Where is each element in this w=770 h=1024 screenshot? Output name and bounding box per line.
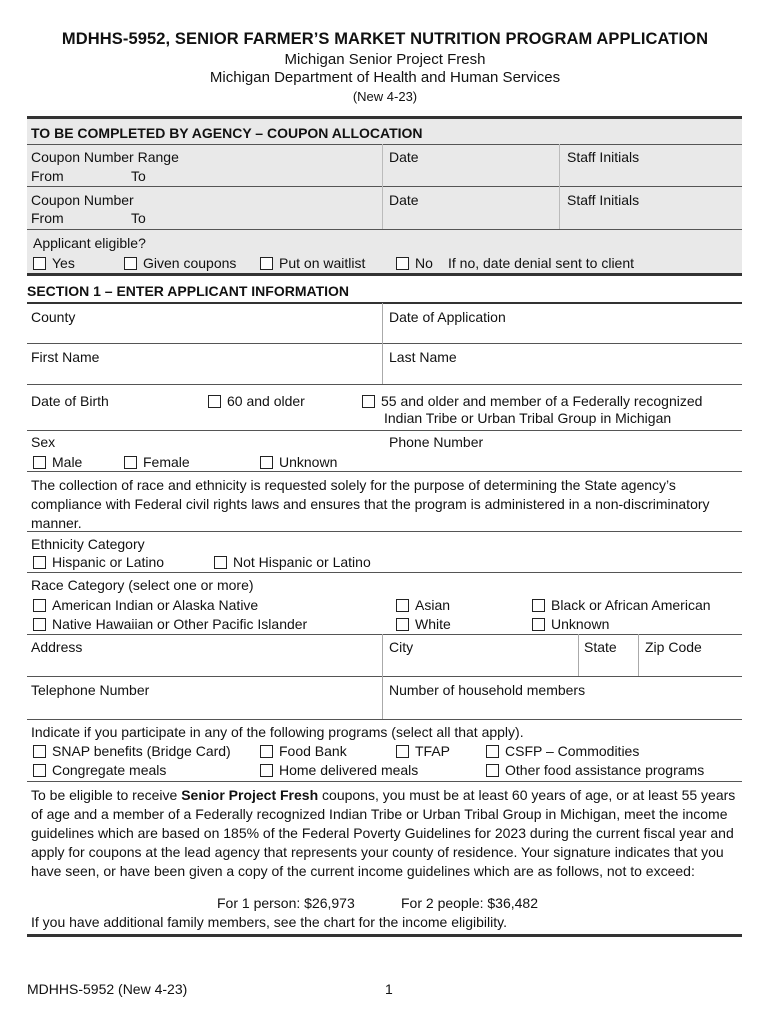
option-label: 60 and older: [227, 393, 305, 409]
option-label: White: [415, 616, 451, 632]
divider: [27, 384, 742, 385]
sex-female-option[interactable]: [124, 454, 190, 470]
not-hispanic-option[interactable]: [214, 554, 371, 570]
column-divider: [382, 144, 383, 229]
program-name-emphasis: Senior Project Fresh: [181, 787, 319, 803]
section-1-heading: SECTION 1 – ENTER APPLICANT INFORMATION: [27, 283, 350, 299]
coupon-number-label: Coupon Number: [31, 192, 134, 208]
eligibility-text: To be eligible to receive: [31, 787, 182, 803]
option-label: Food Bank: [279, 743, 347, 759]
city-field[interactable]: City: [389, 639, 414, 655]
address-field[interactable]: Address: [31, 639, 83, 655]
checkbox[interactable]: [33, 764, 46, 777]
checkbox[interactable]: [260, 764, 273, 777]
option-label: Unknown: [279, 454, 338, 470]
hispanic-option[interactable]: [33, 554, 164, 570]
column-divider: [382, 634, 383, 676]
checkbox[interactable]: [33, 618, 46, 631]
divider: [27, 343, 742, 344]
page-number: 1: [385, 981, 393, 997]
checkbox[interactable]: [396, 618, 409, 631]
checkbox[interactable]: [260, 745, 273, 758]
race-category-label: Race Category (select one or more): [31, 577, 254, 593]
coupon-range-to-label[interactable]: To: [131, 168, 146, 184]
footer-form-id: MDHHS-5952 (New 4-23): [27, 981, 188, 997]
checkbox[interactable]: [208, 395, 221, 408]
last-name-field[interactable]: Last Name: [389, 349, 457, 365]
checkbox[interactable]: [214, 556, 227, 569]
sex-unknown-option[interactable]: [260, 454, 337, 470]
checkbox[interactable]: [532, 618, 545, 631]
household-members-field[interactable]: Number of household members: [389, 682, 586, 698]
ethnicity-category-label: Ethnicity Category: [31, 536, 145, 552]
divider: [27, 934, 742, 937]
civil-rights-statement: The collection of race and ethnicity is requested solely for the purpose of determining the State agency’s compliance with Federal civil rights laws and ensures that the program is administered in a non-discriminatory manner.: [31, 477, 710, 531]
checkbox[interactable]: [396, 257, 409, 270]
checkbox[interactable]: [260, 257, 273, 270]
checkbox[interactable]: [532, 599, 545, 612]
option-label: Put on waitlist: [279, 255, 366, 271]
eligible-yes-option[interactable]: [33, 255, 75, 271]
checkbox[interactable]: [124, 456, 137, 469]
divider: [27, 572, 742, 573]
option-label: 55 and older and member of a Federally recognized: [381, 393, 703, 409]
checkbox[interactable]: [33, 599, 46, 612]
coupon-number-staff-initials-label[interactable]: Staff Initials: [567, 192, 640, 208]
column-divider: [559, 144, 560, 229]
given-coupons-option[interactable]: [124, 255, 236, 271]
column-divider: [382, 303, 383, 343]
divider: [27, 676, 742, 677]
program-congregate-option[interactable]: [33, 762, 166, 778]
form-edition: (New 4-23): [352, 89, 418, 104]
program-food-bank-option[interactable]: [260, 743, 347, 759]
option-label: Hispanic or Latino: [52, 554, 165, 570]
race-asian-option[interactable]: [396, 597, 450, 613]
divider: [27, 273, 742, 276]
divider: [27, 430, 742, 431]
sixty-and-older-option[interactable]: [208, 393, 305, 409]
option-label: Male: [52, 454, 83, 470]
program-snap-option[interactable]: [33, 743, 231, 759]
first-name-field[interactable]: First Name: [31, 349, 100, 365]
column-divider: [578, 634, 579, 676]
race-white-option[interactable]: [396, 616, 451, 632]
option-label: Asian: [415, 597, 451, 613]
option-label: Not Hispanic or Latino: [233, 554, 371, 570]
option-label: Native Hawaiian or Other Pacific Islander: [52, 616, 308, 632]
checkbox[interactable]: [33, 745, 46, 758]
checkbox[interactable]: [486, 745, 499, 758]
option-label: Female: [143, 454, 190, 470]
option-label: Congregate meals: [52, 762, 167, 778]
checkbox[interactable]: [486, 764, 499, 777]
department-name: Michigan Department of Health and Human Services: [209, 69, 561, 86]
coupon-range-date-label[interactable]: Date: [389, 149, 419, 165]
race-hawaiian-option[interactable]: [33, 616, 307, 632]
coupon-range-staff-initials-label[interactable]: Staff Initials: [567, 149, 640, 165]
coupon-range-from-label[interactable]: From: [31, 168, 64, 184]
race-unknown-option[interactable]: [532, 616, 609, 632]
option-label: Other food assistance programs: [505, 762, 705, 778]
sex-label: Sex: [31, 434, 56, 450]
checkbox[interactable]: [33, 556, 46, 569]
coupon-number-to-label[interactable]: To: [131, 210, 146, 226]
eligibility-text: coupons, you must be at least 60 years of age, or at least 55 years of age and a member of a Federally recognized Indian Tribe or Urban Tribal Group in Michigan, meet the income guidelines which are based on 185% of the Federal Poverty Guidelines for 2023 during the current fiscal year and apply for coupons at the lead agency that represents your county of residence. Your signature indicates that you have seen, or have been given a copy of the current income guidelines which are as follows, not to exceed:: [31, 787, 736, 879]
race-american-indian-option[interactable]: [33, 597, 258, 613]
divider: [27, 634, 742, 635]
date-of-birth-field[interactable]: Date of Birth: [31, 393, 109, 409]
fifty-five-tribal-option[interactable]: [362, 393, 702, 409]
divider: [27, 531, 742, 532]
checkbox[interactable]: [33, 456, 46, 469]
divider: [27, 471, 742, 472]
program-other-option[interactable]: [486, 762, 704, 778]
option-label: Black or African American: [551, 597, 711, 613]
divider: [27, 781, 742, 782]
program-tfap-option[interactable]: [396, 743, 450, 759]
program-home-delivered-option[interactable]: [260, 762, 418, 778]
fifty-five-tribal-label-continued: Indian Tribe or Urban Tribal Group in Michigan: [384, 410, 672, 426]
program-csfp-option[interactable]: [486, 743, 639, 759]
state-field[interactable]: State: [584, 639, 617, 655]
divider: [27, 719, 742, 720]
programs-intro: Indicate if you participate in any of the following programs (select all that apply).: [31, 724, 524, 740]
income-limit-two-people: For 2 people: $36,482: [401, 895, 538, 911]
option-label: American Indian or Alaska Native: [52, 597, 259, 613]
option-label: CSFP – Commodities: [505, 743, 640, 759]
divider: [27, 302, 742, 304]
checkbox[interactable]: [396, 599, 409, 612]
checkbox[interactable]: [124, 257, 137, 270]
denial-date-label[interactable]: If no, date denial sent to client: [448, 255, 635, 271]
option-label: SNAP benefits (Bridge Card): [52, 743, 231, 759]
telephone-number-field[interactable]: Telephone Number: [31, 682, 150, 698]
coupon-range-label: Coupon Number Range: [31, 149, 179, 165]
applicant-eligible-label: Applicant eligible?: [33, 235, 146, 251]
option-label: Unknown: [551, 616, 610, 632]
divider: [27, 186, 742, 187]
eligibility-statement: [31, 786, 736, 881]
divider: [27, 229, 742, 230]
sex-male-option[interactable]: [33, 454, 82, 470]
eligible-no-option[interactable]: [396, 255, 433, 271]
column-divider: [382, 676, 383, 719]
income-limit-one-person: For 1 person: $26,973: [217, 895, 355, 911]
program-name: Michigan Senior Project Fresh: [284, 51, 486, 68]
column-divider: [638, 634, 639, 676]
coupon-number-date-label[interactable]: Date: [389, 192, 419, 208]
agency-section-heading: TO BE COMPLETED BY AGENCY – COUPON ALLOCATION: [31, 125, 423, 141]
phone-number-field[interactable]: Phone Number: [389, 434, 484, 450]
divider: [27, 144, 742, 145]
form-title: MDHHS-5952, SENIOR FARMER’S MARKET NUTRITION PROGRAM APPLICATION: [61, 30, 709, 48]
race-black-option[interactable]: [532, 597, 711, 613]
checkbox[interactable]: [33, 257, 46, 270]
checkbox[interactable]: [362, 395, 375, 408]
put-on-waitlist-option[interactable]: [260, 255, 365, 271]
county-field[interactable]: County: [31, 309, 76, 325]
option-label: No: [415, 255, 433, 271]
checkbox[interactable]: [396, 745, 409, 758]
option-label: Yes: [52, 255, 75, 271]
date-of-application-field[interactable]: Date of Application: [389, 309, 506, 325]
additional-members-note: If you have additional family members, see the chart for the income eligibility.: [31, 914, 507, 930]
checkbox[interactable]: [260, 456, 273, 469]
zip-code-field[interactable]: Zip Code: [645, 639, 702, 655]
option-label: Home delivered meals: [279, 762, 419, 778]
option-label: Given coupons: [143, 255, 237, 271]
option-label: TFAP: [415, 743, 451, 759]
coupon-number-from-label[interactable]: From: [31, 210, 64, 226]
column-divider: [382, 343, 383, 384]
